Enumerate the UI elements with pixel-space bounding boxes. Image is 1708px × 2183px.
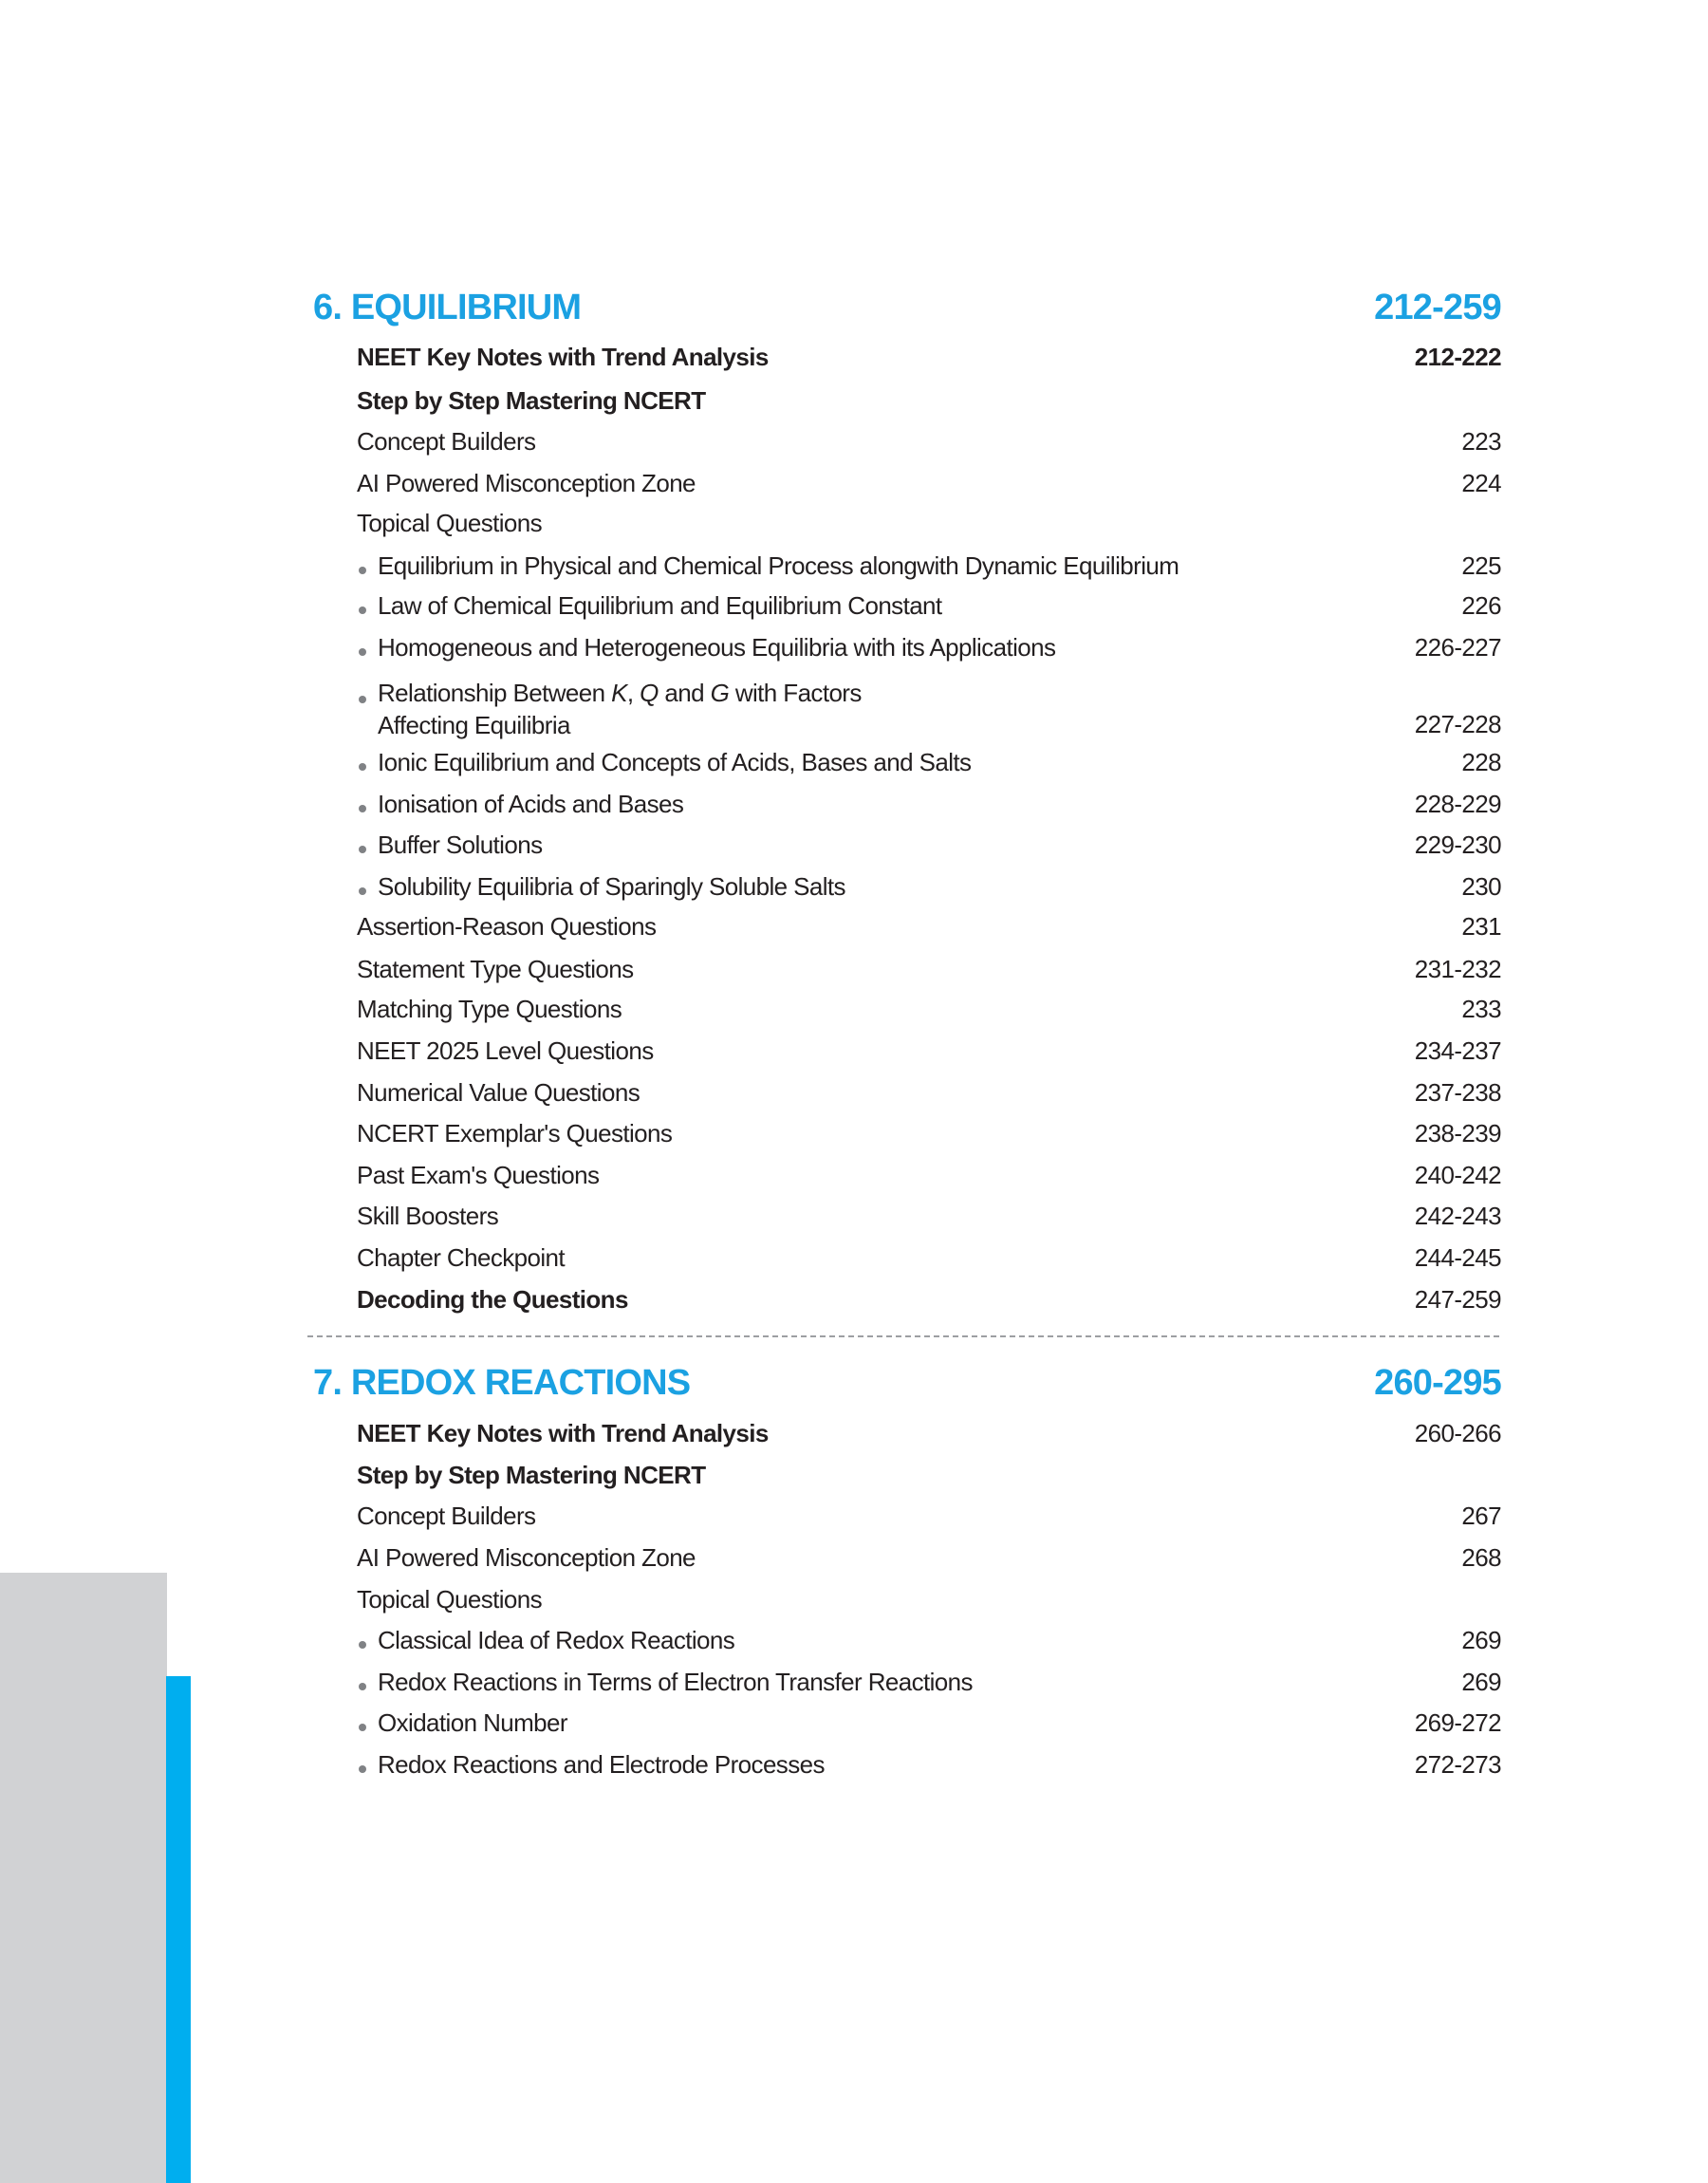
toc-subentry[interactable] [357,1704,1501,1742]
toc-entry[interactable] [357,1580,1501,1618]
bullet-icon [359,1683,366,1690]
toc-subentry[interactable] [357,785,1501,823]
entry-label: AI Powered Misconception Zone [357,1543,696,1572]
entry-label: Step by Step Mastering NCERT [357,1461,706,1489]
toc-entry[interactable] [357,1497,1501,1535]
label-text: and [658,679,711,707]
bullet-icon [359,1641,366,1649]
toc-subentry[interactable] [357,1745,1501,1783]
entry-pages: 269 [1461,1668,1501,1696]
chapter-pages: 260-295 [1374,1362,1501,1403]
toc-entry[interactable] [357,1032,1501,1070]
symbol-q: Q [640,679,659,707]
toc-entry[interactable] [357,1073,1501,1111]
entry-label: Oxidation Number [378,1708,567,1737]
chapter-divider [307,1335,1499,1337]
entry-label: NEET Key Notes with Trend Analysis [357,1419,769,1447]
entry-pages: 231-232 [1414,955,1501,983]
entry-label: Topical Questions [357,1585,543,1614]
toc-entry[interactable] [357,382,1501,420]
chapter-title: 7. REDOX REACTIONS [313,1362,691,1403]
toc-entry[interactable] [357,1197,1501,1235]
entry-label: Law of Chemical Equilibrium and Equilibrium Constant [378,591,942,620]
entry-pages: 226-227 [1414,633,1501,662]
toc-entry[interactable] [357,1539,1501,1577]
entry-pages: 260-266 [1414,1419,1501,1447]
entry-label: Equilibrium in Physical and Chemical Process alongwith Dynamic Equilibrium [378,551,1179,580]
toc-subentry[interactable] [357,1621,1501,1659]
entry-label: AI Powered Misconception Zone [357,469,696,497]
side-tab-grey [0,1573,167,2183]
side-tab-blue [166,1676,191,2183]
entry-pages: 224 [1461,469,1501,497]
toc-subentry[interactable] [357,669,1501,741]
entry-label: Assertion-Reason Questions [357,912,657,941]
entry-label: Chapter Checkpoint [357,1243,565,1272]
entry-label: Homogeneous and Heterogeneous Equilibria with its Applications [378,633,1056,662]
entry-label: Numerical Value Questions [357,1078,640,1107]
entry-pages: 244-245 [1414,1243,1501,1272]
entry-label: Buffer Solutions [378,830,543,859]
entry-pages: 230 [1461,872,1501,901]
entry-pages: 269 [1461,1626,1501,1654]
chapter-pages: 212-259 [1374,287,1501,327]
entry-pages: 227-228 [1414,710,1501,738]
toc-entry[interactable] [357,422,1501,460]
entry-label: Classical Idea of Redox Reactions [378,1626,735,1654]
entry-pages: 212-222 [1414,343,1501,371]
entry-label: Decoding the Questions [357,1285,628,1314]
entry-label: Matching Type Questions [357,995,622,1023]
entry-label: Topical Questions [357,509,543,537]
entry-label: Redox Reactions in Terms of Electron Transfer Reactions [378,1668,973,1696]
bullet-icon [359,1724,366,1731]
bullet-icon [359,567,366,574]
label-text: Relationship Between [378,679,612,707]
entry-pages: 240-242 [1414,1161,1501,1189]
toc-entry[interactable] [357,464,1501,502]
entry-pages: 238-239 [1414,1119,1501,1147]
entry-pages: 237-238 [1414,1078,1501,1107]
entry-pages: 272-273 [1414,1750,1501,1779]
entry-label: NCERT Exemplar's Questions [357,1119,673,1147]
entry-pages: 267 [1461,1502,1501,1530]
toc-entry[interactable] [357,1114,1501,1152]
toc-entry[interactable] [357,1280,1501,1318]
bullet-icon [359,805,366,812]
entry-pages: 231 [1461,912,1501,941]
entry-label: Skill Boosters [357,1202,499,1230]
toc-entry[interactable] [357,950,1501,988]
toc-entry[interactable] [357,1414,1501,1452]
entry-pages: 226 [1461,591,1501,620]
toc-subentry[interactable] [357,868,1501,905]
entry-pages: 223 [1461,427,1501,456]
entry-pages: 242-243 [1414,1202,1501,1230]
entry-label: Ionic Equilibrium and Concepts of Acids, Bases and Salts [378,748,972,776]
entry-pages: 269-272 [1414,1708,1501,1737]
entry-pages: 225 [1461,551,1501,580]
toc-subentry[interactable] [357,1663,1501,1701]
chapter-heading[interactable] [313,1360,1501,1406]
entry-pages: 268 [1461,1543,1501,1572]
bullet-icon [359,696,366,703]
toc-entry[interactable] [357,907,1501,945]
toc-subentry[interactable] [357,547,1501,585]
symbol-k: K [611,679,627,707]
entry-label: NEET 2025 Level Questions [357,1036,654,1065]
toc-entry[interactable] [357,1239,1501,1277]
entry-label: NEET Key Notes with Trend Analysis [357,343,769,371]
entry-pages: 229-230 [1414,830,1501,859]
label-text: with Factors [729,679,862,707]
entry-label-line1 [378,679,862,707]
toc-entry[interactable] [357,990,1501,1028]
toc-entry[interactable] [357,1456,1501,1494]
entry-pages: 228 [1461,748,1501,776]
entry-pages: 247-259 [1414,1285,1501,1314]
toc-entry[interactable] [357,1156,1501,1194]
entry-label: Solubility Equilibria of Sparingly Soluble Salts [378,872,845,901]
label-text: , [626,679,640,707]
entry-pages: 234-237 [1414,1036,1501,1065]
symbol-g: G [710,679,730,707]
toc-subentry[interactable] [357,628,1501,666]
entry-label: Step by Step Mastering NCERT [357,386,706,415]
entry-label-line2: Affecting Equilibria [378,711,570,739]
toc-subentry[interactable] [357,587,1501,625]
entry-label: Past Exam's Questions [357,1161,600,1189]
toc-entry[interactable] [357,338,1501,376]
chapter-heading[interactable] [313,285,1501,330]
toc-subentry[interactable] [357,826,1501,864]
bullet-icon [359,763,366,771]
entry-pages: 233 [1461,995,1501,1023]
bullet-icon [359,887,366,895]
bullet-icon [359,846,366,853]
entry-label: Ionisation of Acids and Bases [378,790,684,818]
entry-label: Concept Builders [357,1502,536,1530]
bullet-icon [359,1765,366,1773]
bullet-icon [359,648,366,656]
toc-entry[interactable] [357,504,1501,542]
entry-pages: 228-229 [1414,790,1501,818]
entry-label: Statement Type Questions [357,955,634,983]
bullet-icon [359,606,366,614]
chapter-title: 6. EQUILIBRIUM [313,287,582,327]
toc-subentry[interactable] [357,743,1501,781]
entry-label: Concept Builders [357,427,536,456]
entry-label: Redox Reactions and Electrode Processes [378,1750,825,1779]
